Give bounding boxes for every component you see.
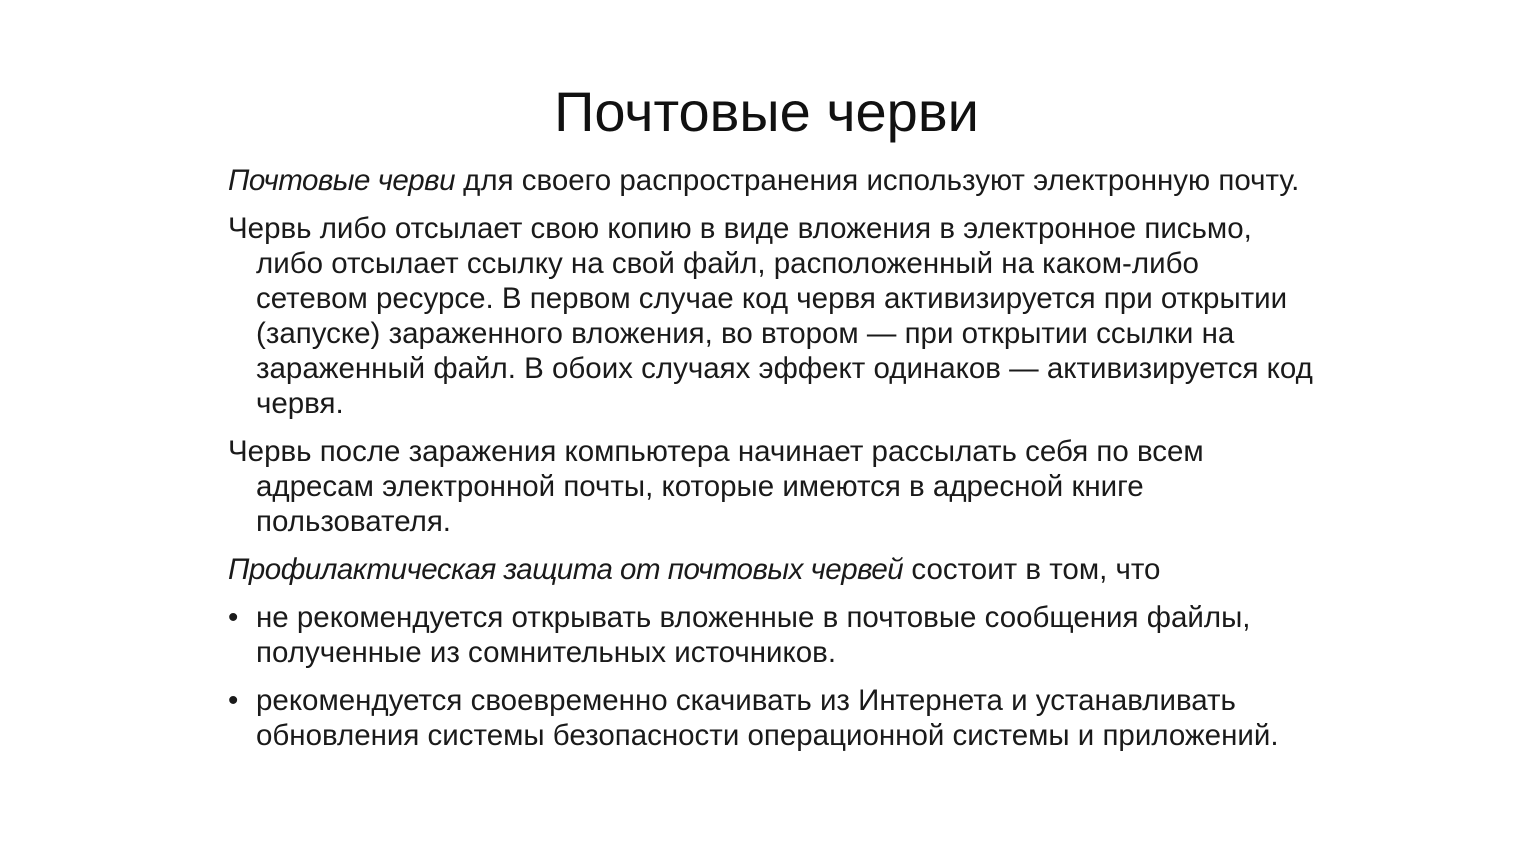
slide-title: Почтовые черви	[554, 80, 979, 143]
paragraph-text: состоит в том, что	[903, 553, 1161, 586]
paragraph-protection	[228, 552, 1318, 587]
bullet-dot-icon: •	[228, 601, 239, 634]
emphasis-term: Почтовые черви	[228, 164, 455, 197]
bullet-dot-icon: •	[228, 684, 239, 717]
paragraph-text: Червь после заражения компьютера начинает рассылать себя по всем адресам электронной почты, которые имеются в адресной книге пользователя.	[228, 435, 1204, 538]
paragraph-text: Червь либо отсылает свою копию в виде вложения в электронное письмо, либо отсылает ссылку на свой файл, расположенный на каком-либо сетевом ресурсе. В первом случае код червя активизируется при открытии (запуске) зараженного вложения, во втором — при открытии ссылки на зараженный файл. В обоих случаях эффект одинаков — активизируется код червя.	[228, 212, 1313, 420]
bullet-list	[228, 600, 1318, 753]
paragraph-intro	[228, 163, 1318, 198]
paragraph-mechanism	[228, 211, 1318, 421]
paragraph-spread	[228, 434, 1318, 539]
list-item	[228, 683, 1318, 753]
paragraph-text: для своего распространения используют электронную почту.	[454, 164, 1300, 197]
slide-body	[228, 163, 1318, 766]
emphasis-term: Профилактическая защита от почтовых червей	[228, 553, 904, 586]
list-item	[228, 600, 1318, 670]
list-item-text: не рекомендуется открывать вложенные в почтовые сообщения файлы, полученные из сомнительных источников.	[256, 601, 1251, 669]
list-item-text: рекомендуется своевременно скачивать из Интернета и устанавливать обновления системы безопасности операционной системы и приложений.	[256, 684, 1279, 752]
